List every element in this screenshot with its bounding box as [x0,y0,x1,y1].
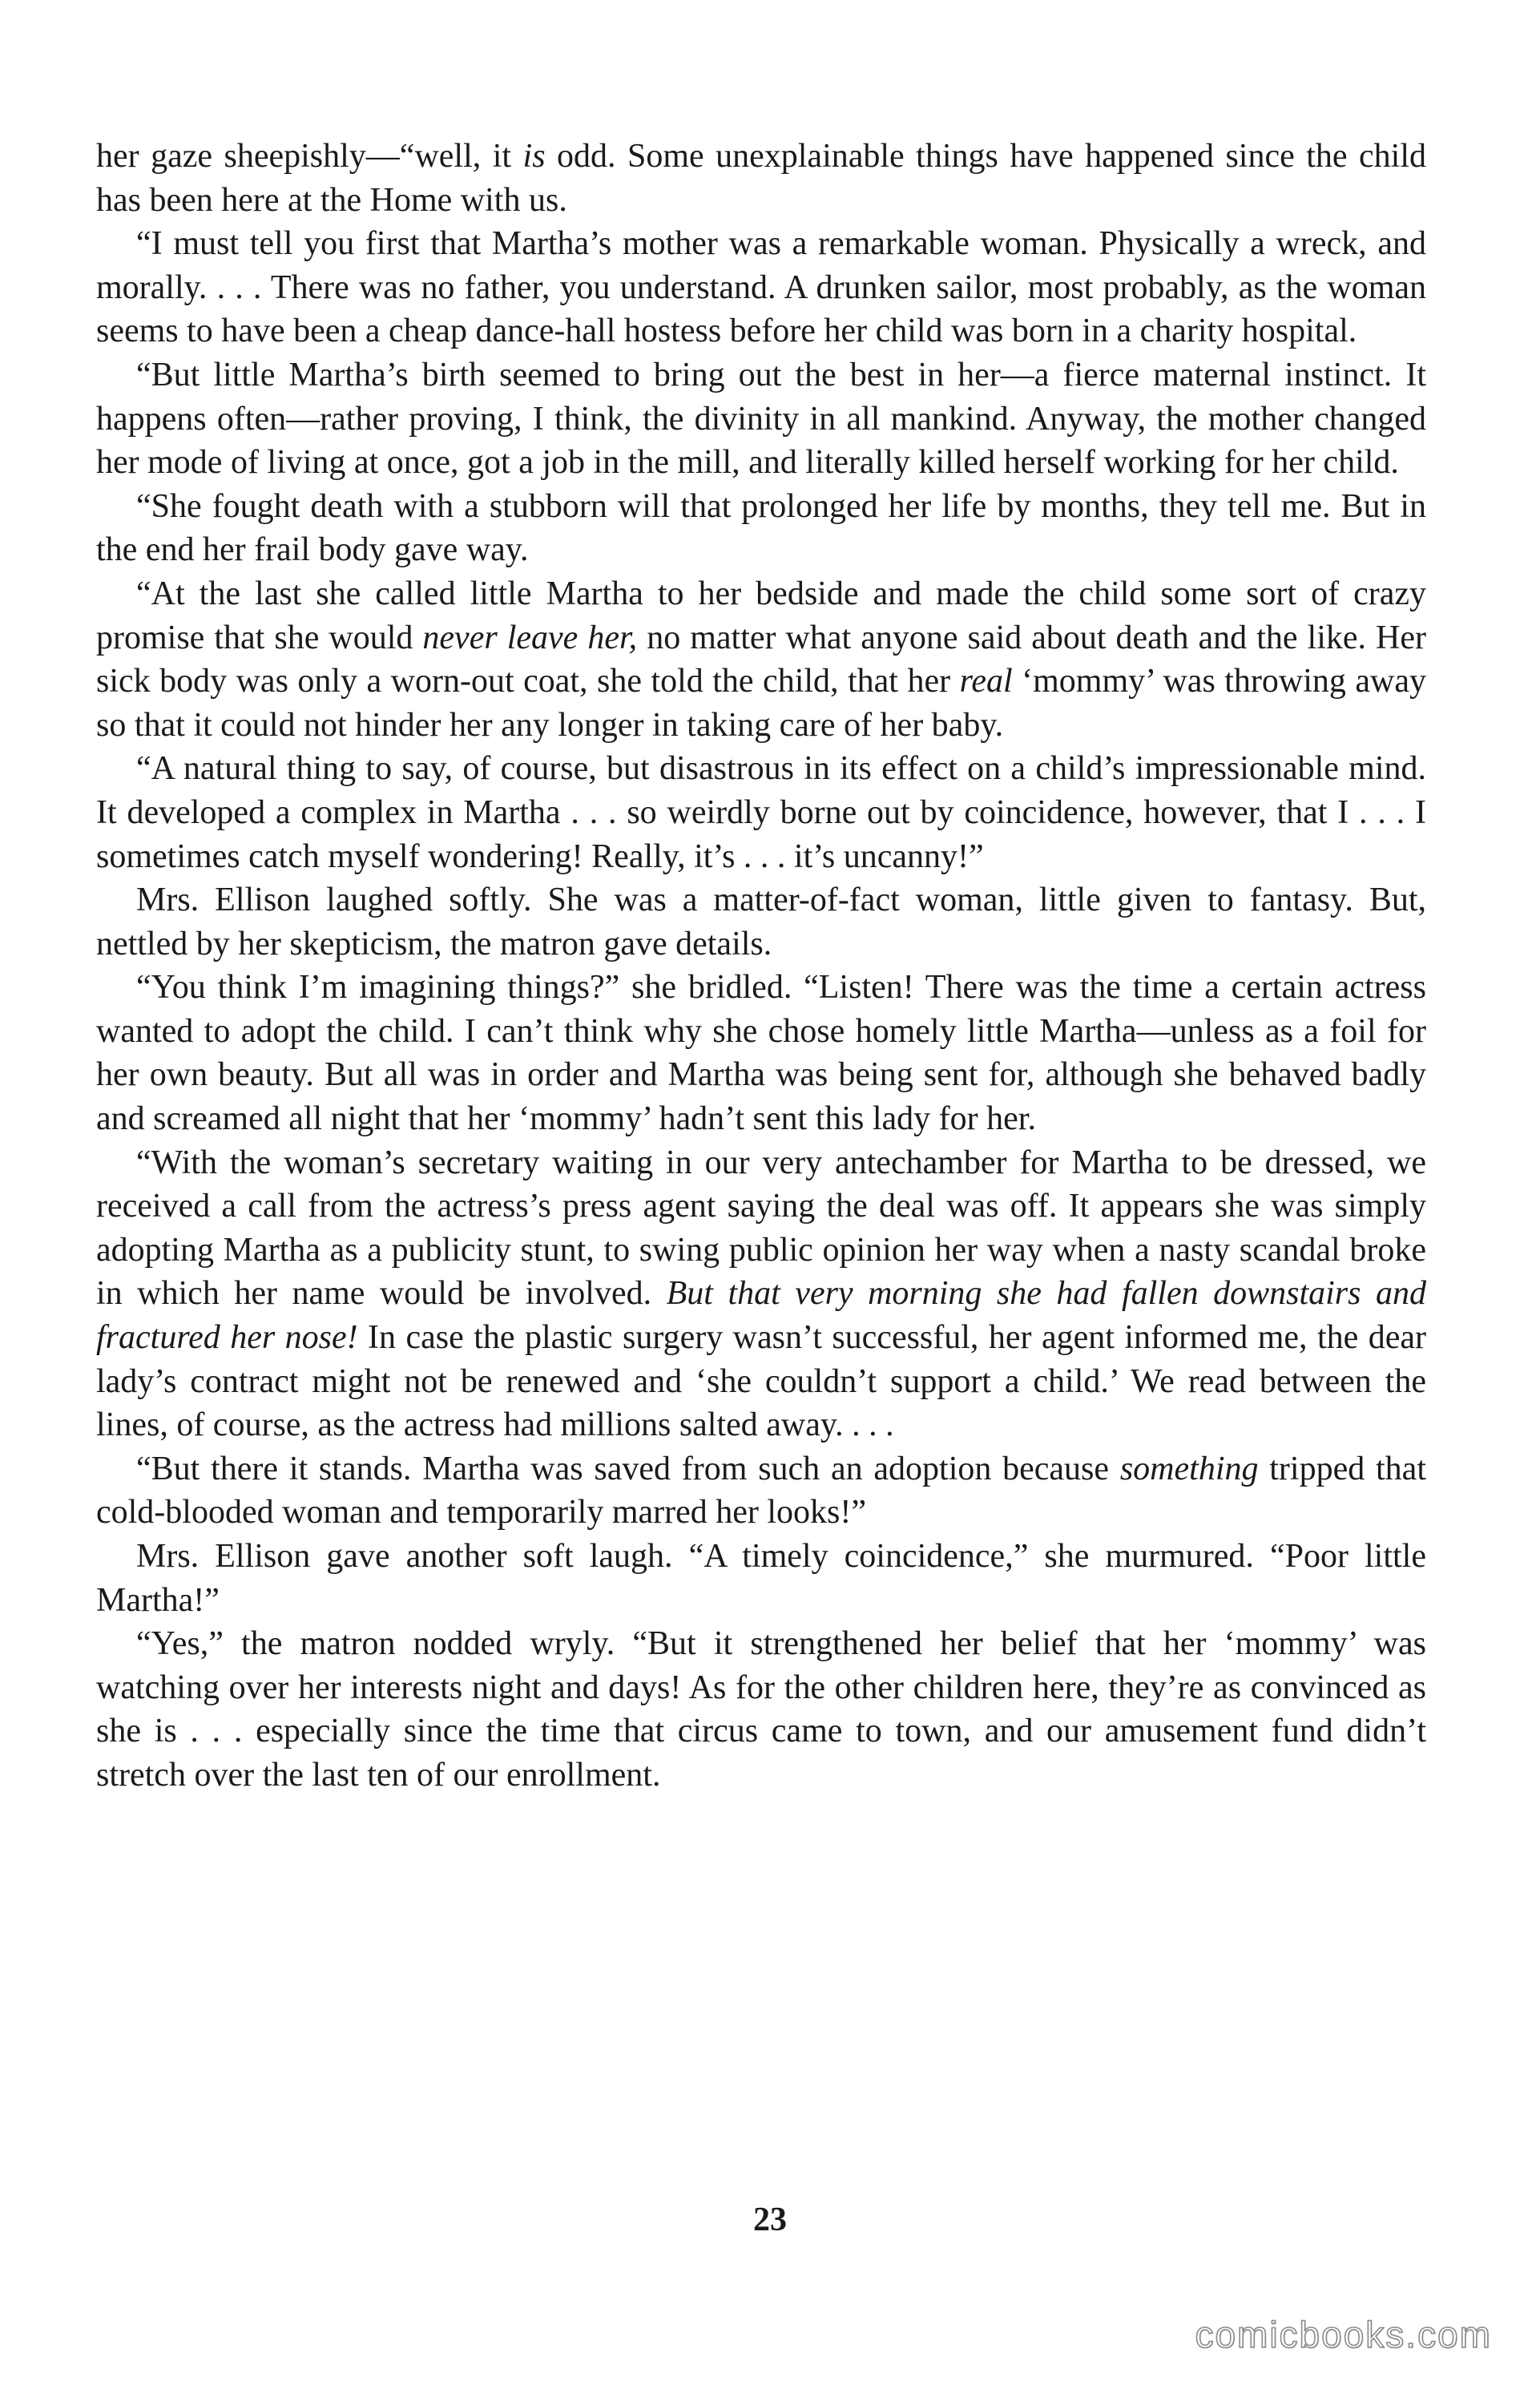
text-run: her gaze sheepishly—“well, it [96,138,523,175]
italic-text: But that very morning she had fallen downstairs and fractured her nose! [96,1275,1427,1357]
paragraph [96,485,1426,572]
page-number: 23 [753,2201,787,2238]
text-run: tripped that cold-blooded woman and temporarily marred her looks!” [96,1450,1426,1531]
paragraph [96,572,1426,747]
paragraph [96,1141,1426,1447]
paragraph [96,878,1426,966]
italic-text: never leave her, [422,619,638,656]
text-run: Mrs. Ellison laughed softly. She was a matter-of-fact woman, little given to fantasy. But, nettled by her skepticism, the matron gave details. [96,882,1426,962]
paragraph [96,1447,1426,1535]
text-run: no matter what anyone said about death and the like. Her sick body was only a worn-out coat, she told the child, that her [96,619,1427,700]
paragraph [96,135,1426,222]
text-run: ‘mommy’ was throwing away so that it could not hinder her any longer in taking care of her baby. [96,663,1427,744]
italic-text: real [959,663,1013,700]
paragraph [96,1622,1426,1797]
paragraph [96,1535,1426,1622]
story-text [96,135,1426,1798]
text-run: “With the woman’s secretary waiting in our very antechamber for Martha to be dressed, we received a call from the actress’s press agent saying the deal was off. It appears she was simply adopting Martha as a publicity stunt, to swing public opinion her way when a nasty scandal broke in which her name would be involved. [96,1144,1426,1313]
text-run: Mrs. Ellison gave another soft laugh. “A timely coincidence,” she murmured. “Poor little Martha!” [96,1538,1426,1619]
text-run: “You think I’m imagining things?” she bridled. “Listen! There was the time a certain actress wanted to adopt the child. I can’t think why she chose homely little Martha—unless as a foil for her own beauty. But all was in order and Martha was being sent for, although she behaved badly and screamed all night that her ‘mommy’ hadn’t sent this lady for her. [96,969,1426,1138]
text-run: “A natural thing to say, of course, but disastrous in its effect on a child’s impressionable mind. It developed a complex in Martha . . . so weirdly borne out by coincidence, however, that I . . . I sometimes catch myself wondering! Really, it’s . . . it’s uncanny!” [96,750,1426,875]
paragraph [96,747,1426,878]
text-run: “But there it stands. Martha was saved from such an adoption because [136,1450,1120,1487]
text-run: In case the plastic surgery wasn’t successful, her agent informed me, the dear lady’s contract might not be renewed and ‘she couldn’t support a child.’ We read between the lines, of course, as the actress had millions salted away. . . . [96,1319,1427,1444]
paragraph [96,966,1426,1140]
text-run: “At the last she called little Martha to her bedside and made the child some sort of crazy promise that she would [96,575,1426,656]
text-run: “I must tell you first that Martha’s mother was a remarkable woman. Physically a wreck, and morally. . . . There was no father, you understand. A drunken sailor, most probably, as the woman seems to have been a cheap dance-hall hostess before her child was born in a charity hospital. [96,225,1426,350]
paragraph [96,222,1426,353]
site-watermark: comicbooks.com [1195,2314,1492,2355]
paragraph [96,353,1426,485]
text-run: “Yes,” the matron nodded wryly. “But it strengthened her belief that her ‘mommy’ was watching over her interests night and days! As for the other children here, they’re as convinced as she is . . . especially since the time that circus came to town, and our amusement fund didn’t stretch over the last ten of our enrollment. [96,1625,1426,1794]
text-run: odd. Some unexplainable things have happened since the child has been here at the Home with us. [96,138,1426,219]
italic-text: something [1119,1450,1259,1487]
italic-text: is [522,138,546,175]
text-run: “But little Martha’s birth seemed to bring out the best in her—a fierce maternal instinct. It happens often—rather proving, I think, the divinity in all mankind. Anyway, the mother changed her mode of living at once, got a job in the mill, and literally killed herself working for her child. [96,356,1426,482]
text-run: “She fought death with a stubborn will that prolonged her life by months, they tell me. But in the end her frail body gave way. [96,487,1426,569]
